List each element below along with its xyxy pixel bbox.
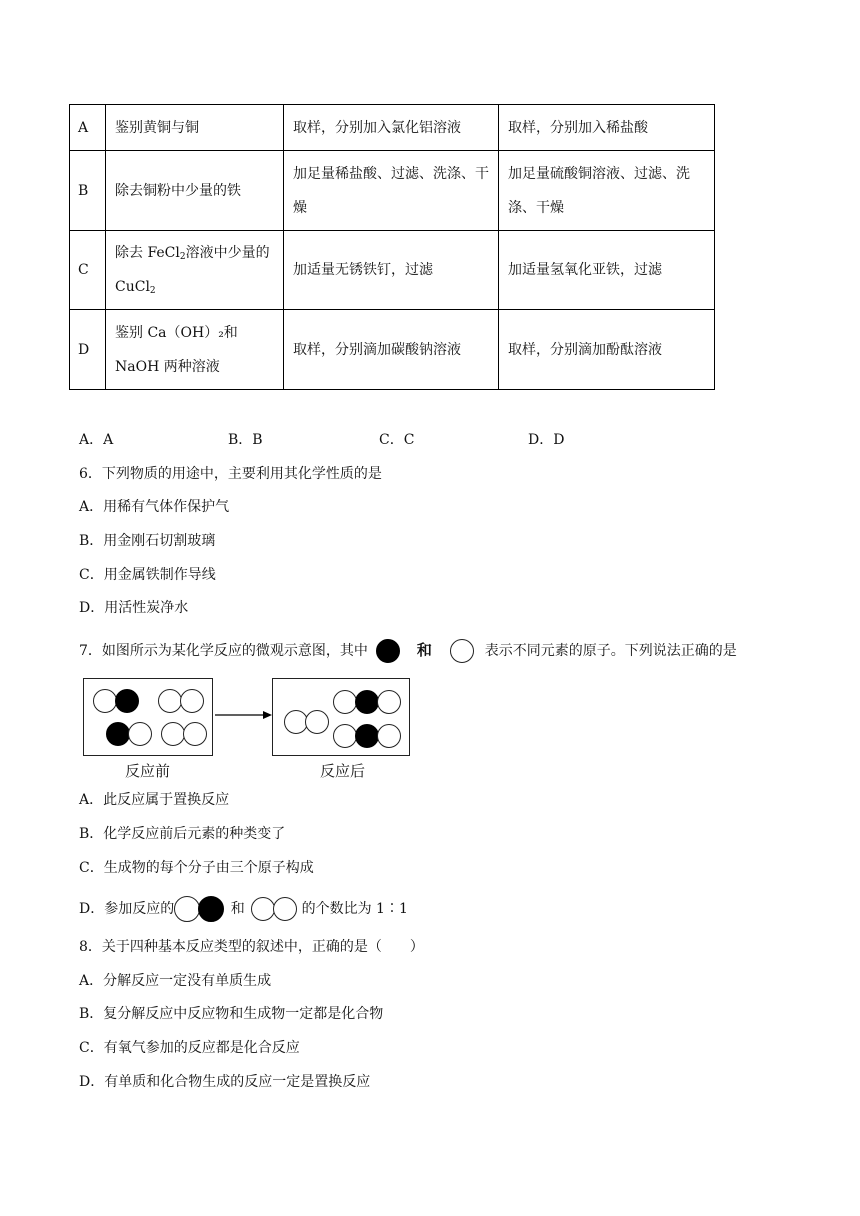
row-code: C [70,231,106,310]
row-method-2: 取样，分别滴加酚酞溶液 [499,310,715,390]
white-atom-icon [158,689,182,713]
row-code: B [70,151,106,231]
q6-option-d[interactable]: D．用活性炭净水 [79,600,189,616]
black-atom-icon [115,689,139,713]
subscript: 2 [179,252,186,262]
stem-text: 表示不同元素的原子。下列说法正确的是 [484,643,737,659]
q8-option-a[interactable]: A．分解反应一定没有单质生成 [79,973,272,989]
reaction-arrow-icon [213,708,273,722]
q6-option-c[interactable]: C．用金属铁制作导线 [79,567,216,583]
before-reaction-box [83,678,213,756]
choice-d[interactable]: D．D [528,432,565,448]
question-8-stem: 8．关于四种基本反应类型的叙述中，正确的是（ ） [79,939,424,955]
q6-option-a[interactable]: A．用稀有气体作保护气 [79,499,230,515]
purpose-text: 溶液中少量的 CuCl [115,245,270,295]
table-row [70,231,715,310]
black-atom-icon [106,722,130,746]
white-atom-icon [183,722,207,746]
q6-option-b[interactable]: B．用金刚石切割玻璃 [79,533,216,549]
white-atom-icon [273,897,297,921]
white-atom-icon [377,724,401,748]
black-atom-icon [355,724,379,748]
q7-option-c[interactable]: C．生成物的每个分子由三个原子构成 [79,860,314,876]
choice-b[interactable]: B．B [228,432,263,448]
q8-option-d[interactable]: D．有单质和化合物生成的反应一定是置换反应 [79,1074,371,1090]
row-code: A [70,105,106,151]
purpose-text: 除去 FeCl [115,245,180,261]
after-reaction-box [272,678,410,756]
black-atom-icon [376,639,400,663]
question-7-stem [79,638,737,663]
row-method-1: 加足量稀盐酸、过滤、洗涤、干燥 [284,151,499,231]
q7-option-a[interactable]: A．此反应属于置换反应 [79,792,230,808]
white-atom-icon [128,722,152,746]
row-purpose [106,231,284,310]
white-atom-icon [333,724,357,748]
row-purpose: 除去铜粉中少量的铁 [106,151,284,231]
question-6-stem: 6．下列物质的用途中，主要利用其化学性质的是 [79,466,382,482]
row-method-2: 加适量氢氧化亚铁，过滤 [499,231,715,310]
white-atom-icon [161,722,185,746]
row-method-1: 取样，分别滴加碳酸钠溶液 [284,310,499,390]
q7-option-b[interactable]: B．化学反应前后元素的种类变了 [79,826,286,842]
row-method-2: 加足量硫酸铜溶液、过滤、洗涤、干燥 [499,151,715,231]
stem-and: 和 [416,641,432,659]
stem-text: 7．如图所示为某化学反应的微观示意图，其中 [79,643,368,659]
white-atom-icon [333,690,357,714]
caption-before: 反应前 [125,762,171,780]
row-method-1: 取样，分别加入氯化铝溶液 [284,105,499,151]
q7-option-d[interactable] [79,896,408,922]
q8-option-b[interactable]: B．复分解反应中反应物和生成物一定都是化合物 [79,1006,384,1022]
row-method-2: 取样，分别加入稀盐酸 [499,105,715,151]
white-atom-icon [180,689,204,713]
white-atom-icon [377,690,401,714]
caption-after: 反应后 [320,762,366,780]
black-atom-icon [355,690,379,714]
options-table [69,104,715,390]
white-atom-icon [93,689,117,713]
row-method-1: 加适量无锈铁钉，过滤 [284,231,499,310]
row-purpose: 鉴别 Ca（OH）₂和 NaOH 两种溶液 [106,310,284,390]
option-text: 的个数比为 1∶1 [301,901,408,917]
table-row [70,105,715,151]
white-atom-icon [174,896,200,922]
white-atom-icon [450,639,474,663]
subscript: 2 [149,286,156,296]
row-purpose: 鉴别黄铜与铜 [106,105,284,151]
table-row [70,310,715,390]
choice-c[interactable]: C．C [379,432,415,448]
q8-option-c[interactable]: C．有氧气参加的反应都是化合反应 [79,1040,300,1056]
choice-a[interactable]: A．A [79,432,114,448]
black-atom-icon [198,896,224,922]
white-atom-icon [251,897,275,921]
table-row [70,151,715,231]
white-atom-icon [305,710,329,734]
option-and: 和 [230,901,245,917]
option-text: D．参加反应的 [79,901,175,917]
row-code: D [70,310,106,390]
